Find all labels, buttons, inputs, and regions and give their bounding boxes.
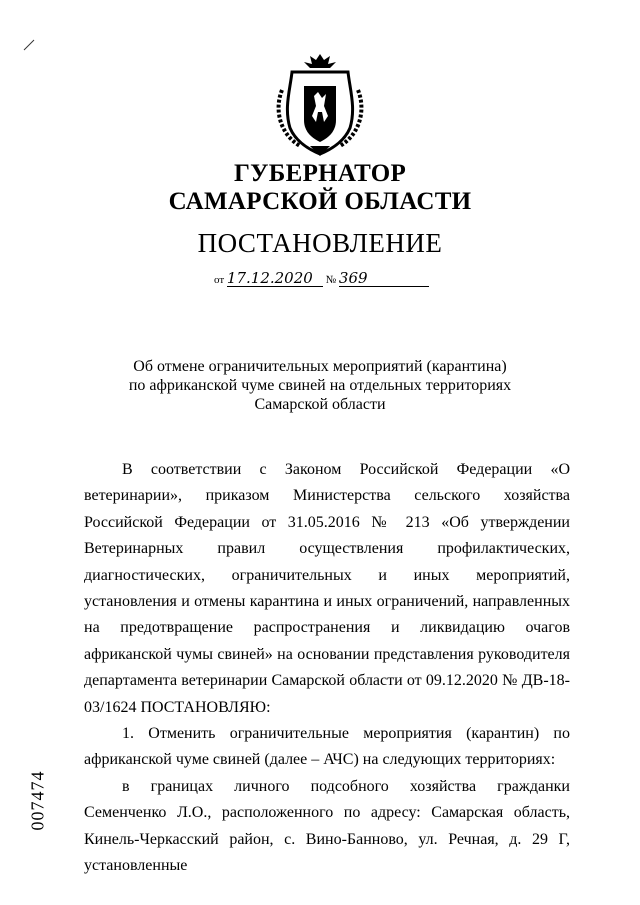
from-label: от	[214, 274, 225, 286]
pen-mark	[22, 38, 36, 52]
subject-line: Об отмене ограничительных мероприятий (карантина)	[133, 358, 507, 375]
number-label: №	[325, 274, 337, 286]
coat-of-arms-emblem	[270, 50, 370, 158]
date-number-line	[214, 270, 429, 287]
decree-subject	[100, 357, 540, 414]
registration-stamp	[28, 770, 68, 830]
subject-line: по африканской чуме свиней на отдельных территориях	[128, 377, 512, 394]
issuer-title-line2: САМАРСКОЙ ОБЛАСТИ	[168, 188, 472, 215]
decree-number: 369	[339, 270, 429, 287]
territory-paragraph: в границах личного подсобного хозяйства гражданки Семенченко Л.О., расположенного по адресу: Самарская область, Кинель-Черкасский район, с. Вино-Банново, ул. Речная, д. 29 Г, установленные	[84, 777, 570, 875]
issuer-title-line1: ГУБЕРНАТОР	[233, 160, 407, 187]
document-type-heading: ПОСТАНОВЛЕНИЕ	[197, 228, 443, 258]
subject-line: Самарской области	[254, 396, 386, 413]
decree-date: 17.12.2020	[227, 270, 323, 287]
stamp-number: 007474	[27, 770, 48, 831]
clause-1-paragraph: 1. Отменить ограничительные мероприятия (карантин) по африканской чуме свиней (далее – АЧС) на следующих территориях:	[84, 725, 570, 769]
decree-body	[84, 457, 570, 880]
preamble-paragraph: В соответствии с Законом Российской Федерации «О ветеринарии», приказом Министерства сельского хозяйства Российской Федерации от 31.05.2016 № 213 «Об утверждении Ветеринарных правил осуществления профилактических, диагностических, ограничительных и иных мероприятий, установления и отмены карантина и иных ограничений, направленных на предотвращение распространения и ликвидацию очагов африканской чумы свиней» на основании представления руководителя департамента ветеринарии Самарской области от 09.12.2020 № ДВ-18-03/1624 ПОСТАНОВЛЯЮ:	[84, 461, 570, 716]
